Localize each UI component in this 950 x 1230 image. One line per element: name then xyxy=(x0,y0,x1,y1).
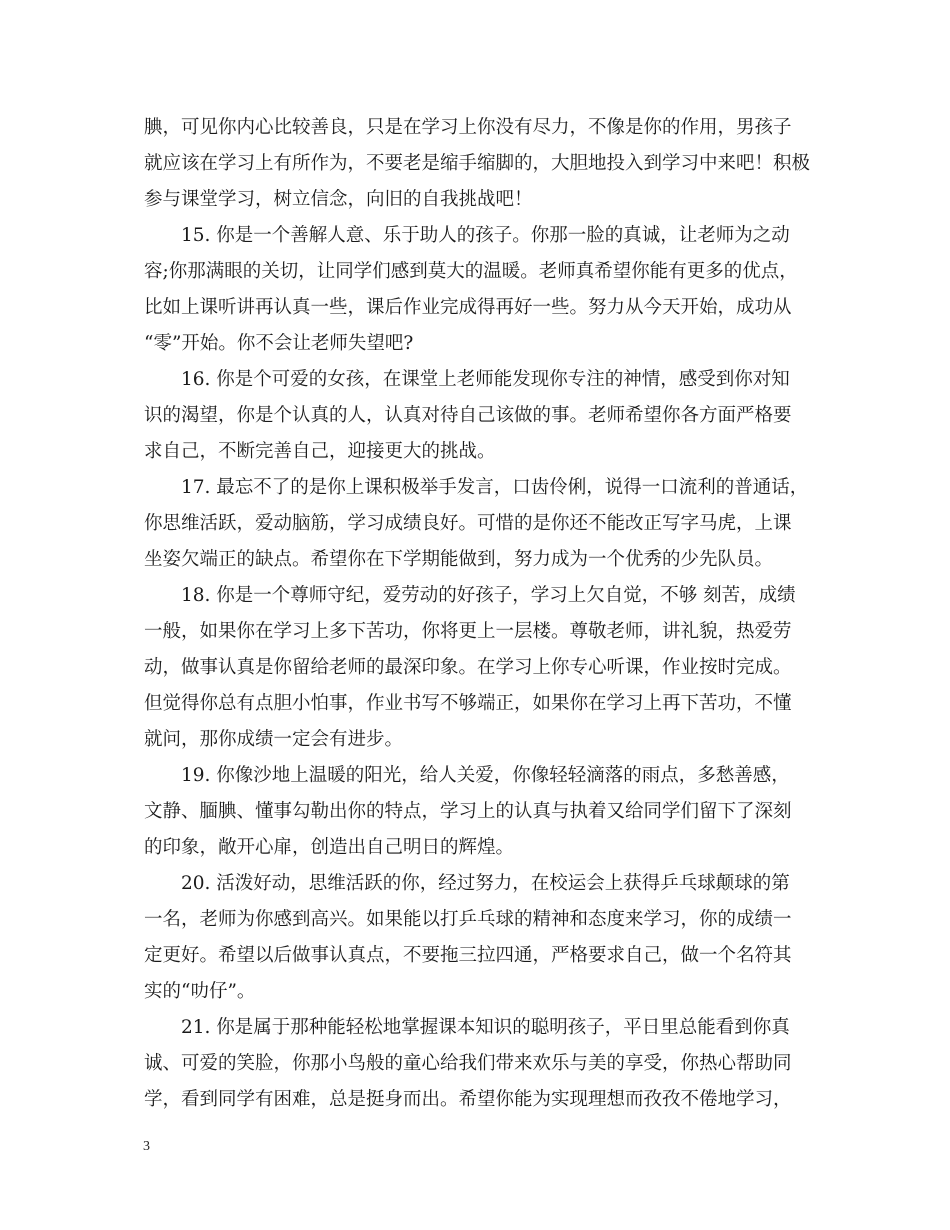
paragraph-21-start: 21. 你是属于那种能轻松地掌握课本知识的聪明孩子，平日里总能看到你真 xyxy=(181,1017,790,1038)
text-line: 识的渴望，你是个认真的人，认真对待自己该做的事。老师希望你各方面严格要 xyxy=(144,405,792,426)
paragraph-18-start: 18. 你是一个尊师守纪，爱劳动的好孩子，学习上欠自觉，不够 刻苦，成绩 xyxy=(181,585,796,606)
text-line: 就应该在学习上有所作为，不要老是缩手缩脚的，大胆地投入到学习中来吧！积极 xyxy=(144,153,811,174)
text-line: 实的“叻仔”。 xyxy=(144,981,256,1002)
paragraph-19-start: 19. 你像沙地上温暖的阳光，给人关爱，你像轻轻滴落的雨点，多愁善感， xyxy=(181,765,790,786)
text-line: 腆，可见你内心比较善良，只是在学习上你没有尽力，不像是你的作用，男孩子 xyxy=(144,117,792,138)
text-line: 但觉得你总有点胆小怕事，作业书写不够端正，如果你在学习上再下苦功，不懂 xyxy=(144,693,792,714)
text-line: 学，看到同学有困难，总是挺身而出。希望你能为实现理想而孜孜不倦地学习， xyxy=(144,1089,792,1110)
paragraph-20-start: 20. 活泼好动，思维活跃的你，经过努力，在校运会上获得乒乓球颠球的第 xyxy=(181,873,790,894)
text-line: 就问，那你成绩一定会有进步。 xyxy=(144,729,404,750)
text-line: 定更好。希望以后做事认真点，不要拖三拉四通，严格要求自己，做一个名符其 xyxy=(144,945,792,966)
text-line: 参与课堂学习，树立信念，向旧的自我挑战吧！ xyxy=(144,189,533,210)
text-line: 一名，老师为你感到高兴。如果能以打乒乓球的精神和态度来学习，你的成绩一 xyxy=(144,909,792,930)
text-line: “零”开始。你不会让老师失望吧? xyxy=(144,333,414,354)
page-number: 3 xyxy=(143,1139,150,1154)
text-line: 坐姿欠端正的缺点。希望你在下学期能做到，努力成为一个优秀的少先队员。 xyxy=(144,549,774,570)
text-line: 动，做事认真是你留给老师的最深印象。在学习上你专心听课，作业按时完成。 xyxy=(144,657,792,678)
text-line: 比如上课听讲再认真一些，课后作业完成得再好一些。努力从今天开始，成功从 xyxy=(144,297,792,318)
text-line: 一般，如果你在学习上多下苦功，你将更上一层楼。尊敬老师，讲礼貌，热爱劳 xyxy=(144,621,792,642)
text-line: 诚、可爱的笑脸，你那小鸟般的童心给我们带来欢乐与美的享受，你热心帮助同 xyxy=(144,1053,792,1074)
paragraph-16-start: 16. 你是个可爱的女孩，在课堂上老师能发现你专注的神情，感受到你对知 xyxy=(181,369,790,390)
text-line: 文静、腼腆、懂事勾勒出你的特点，学习上的认真与执着又给同学们留下了深刻 xyxy=(144,801,792,822)
text-line: 的印象，敞开心扉，创造出自己明日的辉煌。 xyxy=(144,837,515,858)
text-line: 求自己，不断完善自己，迎接更大的挑战。 xyxy=(144,441,496,462)
paragraph-15-start: 15. 你是一个善解人意、乐于助人的孩子。你那一脸的真诚，让老师为之动 xyxy=(181,225,790,246)
text-line: 你思维活跃，爱动脑筋，学习成绩良好。可惜的是你还不能改正写字马虎，上课 xyxy=(144,513,792,534)
text-line: 容;你那满眼的关切，让同学们感到莫大的温暖。老师真希望你能有更多的优点， xyxy=(144,261,798,282)
paragraph-17-start: 17. 最忘不了的是你上课积极举手发言，口齿伶俐，说得一口流利的普通话， xyxy=(181,477,809,498)
